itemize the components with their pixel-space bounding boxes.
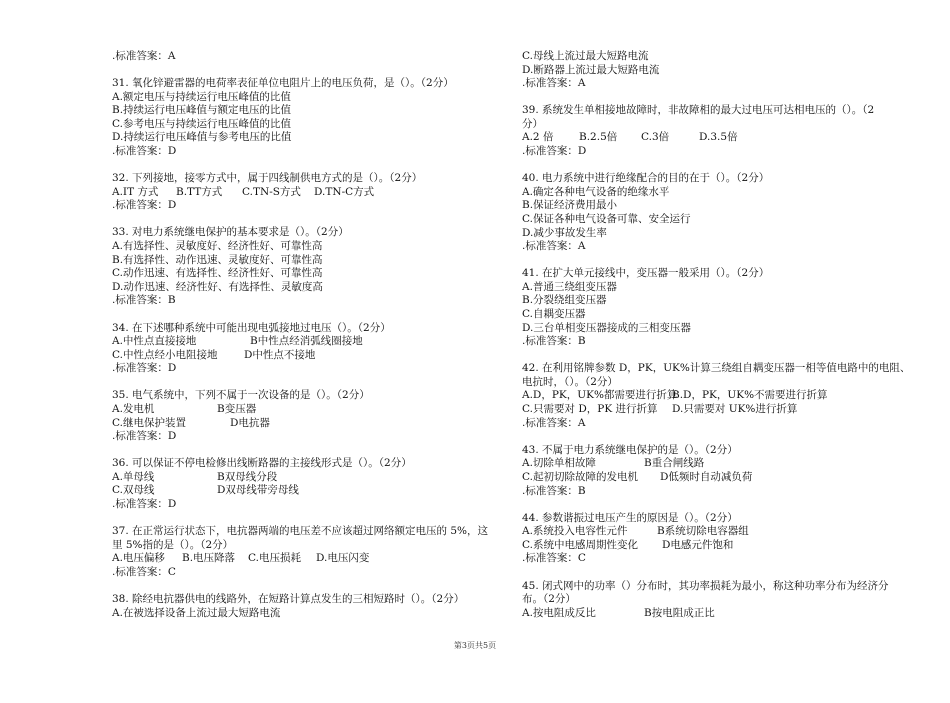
option-a: A.IT 方式 [112,185,159,198]
option-c: C.参考电压与持续运行电压峰值的比值 [112,117,291,130]
option-a: A.在被选择设备上流过最大短路电流 [112,606,281,619]
option-a: A.发电机 [112,402,155,415]
options-row [522,389,892,403]
option-b: B.TT方式 [176,185,223,198]
question-32 [112,172,497,213]
option-a: A.普通三绕组变压器 [522,280,617,293]
question-stem: 35. 电气系统中，下列不属于一次设备的是（）。（2分） [112,389,370,402]
option-c: C.起初切除故障的发电机 [522,470,638,483]
answer-line: .标准答案：B [522,335,586,348]
option-d: D.电压闪变 [316,552,370,565]
answer-line: .标准答案：A [522,240,586,253]
question-stem: 34. 在下述哪种系统中可能出现电弧接地过电压（）。（2分） [112,321,391,334]
option-a: A.中性点直接接地 [112,335,197,348]
question-44 [522,512,892,566]
question-stem-cont: 电抗时，（）。（2分） [522,375,618,388]
options-row [522,403,892,417]
option-a: A.确定各种电气设备的绝缘水平 [522,185,670,198]
question-stem: 39. 系统发生单相接地故障时，非故障相的最大过电压可达相电压的（）。（2 [522,104,875,117]
option-c: C.TN-S方式 [242,185,301,198]
option-d: D中性点不接地 [244,348,316,361]
option-a: A.系统投入电容性元件 [522,525,628,538]
question-43 [522,444,892,498]
option-d: D.断路器上流过最大短路电流 [522,63,660,76]
answer-line: .标准答案：A [522,77,586,90]
option-b: B.2.5倍 [579,131,618,144]
option-c: C.双母线 [112,484,155,497]
question-36 [112,457,497,511]
question-stem: 36. 可以保证不停电检修出线断路器的主接线形式是（）。（2分） [112,457,412,470]
question-stem: 38. 除经电抗器供电的线路外，在短路计算点发生的三相短路时（）。（2分） [112,593,465,605]
question-35 [112,389,497,443]
option-b: B.分裂绕组变压器 [522,294,607,307]
question-stem: 33. 对电力系统继电保护的基本要求是（）。（2分） [112,226,349,239]
question-stem: 44. 参数谐振过电压产生的原因是（）。（2分） [522,511,738,524]
option-b: B.有选择性、动作迅速、灵敏度好、可靠性高 [112,253,323,266]
option-c: C.电压损耗 [248,552,301,565]
answer-line: .标准答案：C [522,552,586,565]
options-row [522,457,892,471]
answer-line: .标准答案：B [112,294,176,307]
option-d: D.3.5倍 [699,131,738,144]
option-a: A.额定电压与持续运行电压峰值的比值 [112,90,291,103]
options-row [522,607,892,621]
question-stem: 43. 不属于电力系统继电保护的是（）。（2分） [522,443,738,456]
question-stem-cont: 里 5%指的是（）。（2分） [112,538,234,551]
options-row [112,417,497,431]
question-37 [112,525,497,579]
answer-line: .标准答案：B [522,484,586,497]
option-d: D.持续运行电压峰值与参考电压的比值 [112,131,292,144]
options-row [112,471,497,485]
options-row [112,552,497,566]
question-stem-cont: 分） [522,117,543,130]
question-31 [112,77,497,159]
options-row [112,349,497,363]
option-c: C.动作迅速、有选择性、经济性好、可靠性高 [112,267,323,280]
question-40 [522,172,892,254]
options-row [112,186,497,200]
option-b: B中性点经消弧线圈接地 [250,335,363,348]
option-d: D电感元件饱和 [662,538,734,551]
question-stem: 45. 闭式网中的功率（）分布时，其功率损耗为最小，称这种功率分布为经济分 [522,579,889,592]
question-45 [522,580,892,621]
option-b: B.保证经济费用最小 [522,199,618,212]
option-c: C.自耦变压器 [522,308,586,320]
question-34 [112,322,497,376]
answer-line: .标准答案：D [112,362,177,375]
question-stem-cont: 布。（2分） [522,593,576,606]
option-c: C.系统中电感周期性变化 [522,538,638,551]
option-b: B变压器 [217,402,257,415]
option-d: D双母线带旁母线 [217,484,299,497]
option-c: C.继电保护装置 [112,416,186,429]
answer-line: .标准答案：D [112,145,177,158]
page-number: 第3页共5页 [453,641,497,650]
answer-line: .标准答案：D [112,430,177,443]
options-row [522,539,892,553]
option-d: D电抗器 [230,416,270,429]
option-a: A.单母线 [112,470,155,483]
option-d: D低频时自动减负荷 [660,470,753,483]
option-c: C.3倍 [641,131,670,144]
question-38 [112,593,497,620]
answer-line: .标准答案：A [522,416,586,429]
option-b: B.D，PK，UK%不需要进行折算 [672,389,828,402]
question-stem: 32. 下列接地，接零方式中，属于四线制供电方式的是（）。（2分） [112,172,423,185]
options-row [112,403,497,417]
question-stem: 37. 在正常运行状态下，电抗器两端的电压差不应该超过网络额定电压的 5%，这 [112,525,489,538]
option-b: B按电阻成正比 [644,606,715,619]
answer-line: .标准答案：D [522,145,587,158]
option-a: A.2 倍 [522,131,554,144]
option-c: C.母线上流过最大短路电流 [522,50,649,62]
question-stem: 40. 电力系统中进行绝缘配合的目的在于（）。（2分） [522,172,770,185]
option-a: A.按电阻成反比 [522,606,596,619]
options-row [522,131,892,145]
question-stem: 31. 氧化锌避雷器的电荷率表征单位电阻片上的电压负荷，是（）。（2分） [112,77,454,90]
option-b: B.持续运行电压峰值与额定电压的比值 [112,104,292,117]
option-c: C.保证各种电气设备可靠、安全运行 [522,212,691,225]
option-d: D.只需要对 UK%进行折算 [672,403,798,416]
question-41 [522,267,892,349]
option-b: B.电压降落 [182,552,236,565]
option-b: B系统切除电容器组 [657,525,749,538]
option-a: A.切除单相故障 [522,457,596,470]
options-row [522,471,892,485]
option-b: B双母线分段 [217,470,278,483]
right-column [522,50,911,620]
option-c: C.只需要对 D，PK 进行折算 [522,403,658,416]
option-d: D.TN-C方式 [314,185,375,198]
question-stem: 41. 在扩大单元接线中，变压器一般采用（）。（2分） [522,267,770,280]
option-a: A.电压偏移 [112,552,165,565]
option-a: A.有选择性、灵敏度好、经济性好、可靠性高 [112,240,323,253]
question-42 [522,362,911,430]
option-c: C.中性点经小电阻接地 [112,348,218,361]
answer-line: .标准答案：C [112,565,176,578]
question-39 [522,104,892,158]
answer-line: .标准答案：D [112,498,177,511]
option-d: D.减少事故发生率 [522,226,607,239]
answer-line: .标准答案：A [112,50,176,62]
options-row [112,484,497,498]
options-row [522,525,892,539]
option-d: D.三台单相变压器接成的三相变压器 [522,321,691,334]
question-38-continued [522,50,892,91]
option-a: A.D，PK，UK%都需要进行折算 [522,389,678,402]
options-row [112,335,497,349]
option-b: B重合闸线路 [644,457,705,470]
question-stem: 42. 在利用铭牌参数 D，PK，UK%计算三绕组自耦变压器一相等值电路中的电阻、 [522,362,911,375]
left-column [112,50,497,620]
question-33 [112,226,497,308]
answer-line: .标准答案：D [112,199,177,212]
option-d: D.动作迅速、经济性好、有选择性、灵敏度高 [112,280,323,293]
